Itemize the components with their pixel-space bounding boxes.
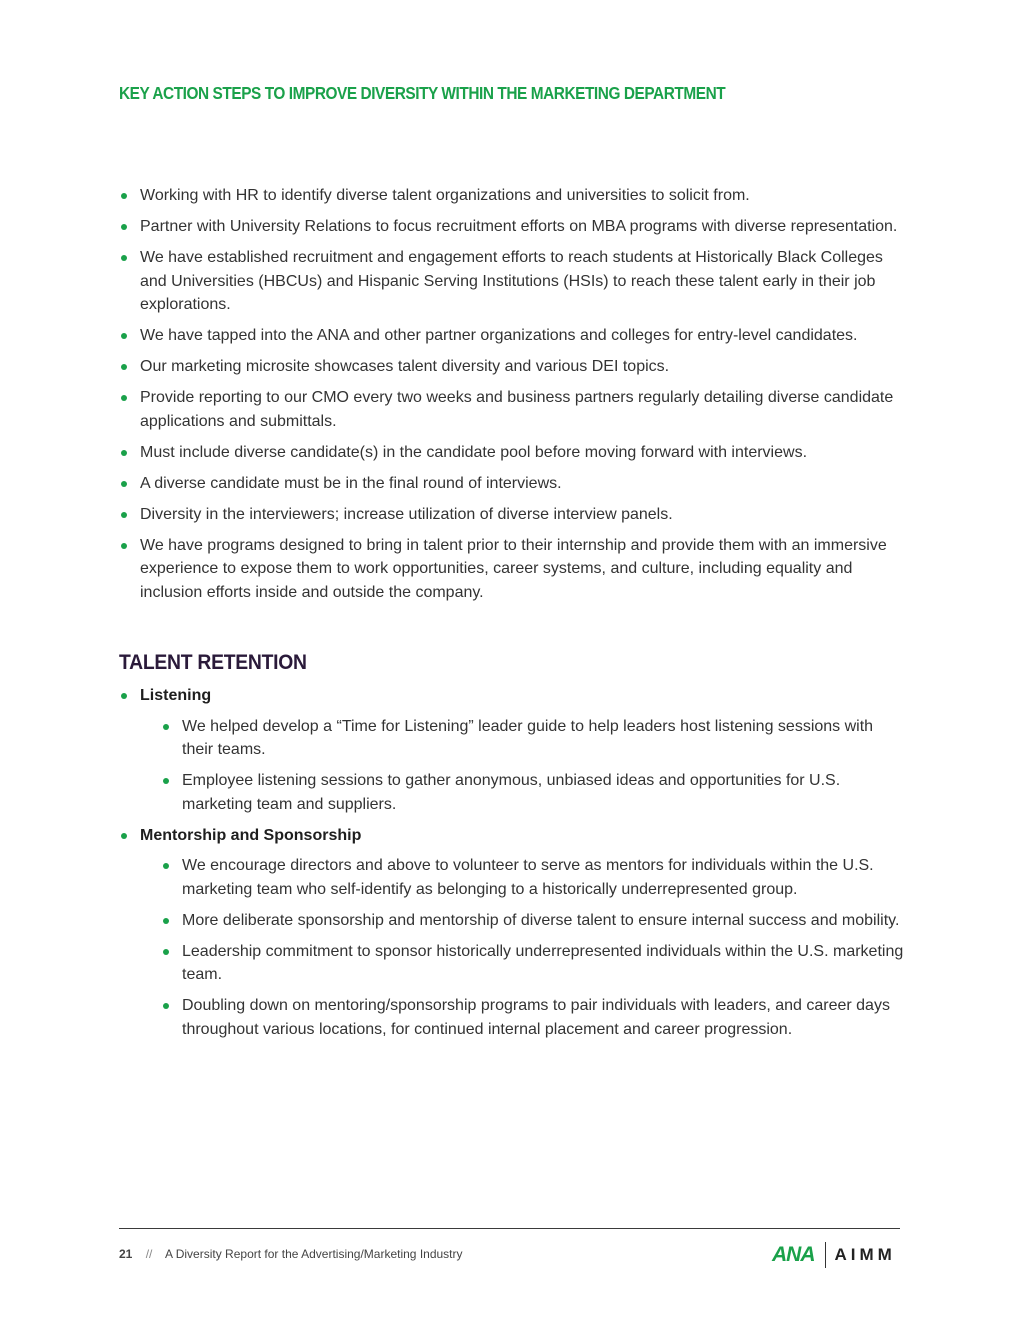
list-item: Leadership commitment to sponsor historically underrepresented individuals within the U.S. marketing team.	[161, 940, 904, 987]
list-item: Doubling down on mentoring/sponsorship programs to pair individuals with leaders, and career days throughout various locations, for continued internal placement and career progression.	[161, 994, 904, 1041]
footer-separator: //	[145, 1247, 153, 1261]
logo-divider	[825, 1242, 826, 1268]
list-item: We have programs designed to bring in talent prior to their internship and provide them with an immersive experience to expose them to work opportunities, career systems, and culture, including equality and inclusion efforts inside and outside the company.	[119, 534, 904, 605]
retention-group-mentorship	[119, 824, 904, 1042]
list-item: We have established recruitment and engagement efforts to reach students at Historically Black Colleges and Universities (HBCUs) and Hispanic Serving Institutions (HSIs) to reach these talent early in their job explorations.	[119, 246, 904, 317]
talent-retention-heading: TALENT RETENTION	[119, 650, 307, 674]
listening-sublist	[161, 715, 904, 817]
list-item: Must include diverse candidate(s) in the candidate pool before moving forward with interviews.	[119, 441, 904, 465]
list-item: Employee listening sessions to gather anonymous, unbiased ideas and opportunities for U.S. marketing team and suppliers.	[161, 769, 904, 816]
list-item: We encourage directors and above to volunteer to serve as mentors for individuals within the U.S. marketing team who self-identify as belonging to a historically underrepresented group.	[161, 854, 904, 901]
ana-logo: ANA	[772, 1243, 815, 1266]
retention-list	[119, 684, 904, 1041]
retention-group-listening	[119, 684, 904, 816]
list-item: Provide reporting to our CMO every two weeks and business partners regularly detailing diverse candidate applications and submittals.	[119, 386, 904, 433]
list-item: Our marketing microsite showcases talent diversity and various DEI topics.	[119, 355, 904, 379]
aimm-logo: AIMM	[834, 1245, 896, 1264]
list-item: We helped develop a “Time for Listening” leader guide to help leaders host listening sessions with their teams.	[161, 715, 904, 762]
list-item: A diverse candidate must be in the final round of interviews.	[119, 472, 904, 496]
page-number: 21	[119, 1247, 133, 1261]
page-title: KEY ACTION STEPS TO IMPROVE DIVERSITY WITHIN THE MARKETING DEPARTMENT	[119, 83, 726, 103]
list-item: More deliberate sponsorship and mentorship of diverse talent to ensure internal success and mobility.	[161, 909, 904, 933]
group-label: Listening	[140, 687, 212, 704]
list-item: Working with HR to identify diverse talent organizations and universities to solicit from.	[119, 184, 904, 208]
footer	[119, 1247, 463, 1261]
main-content	[119, 184, 904, 1049]
mentorship-sublist	[161, 854, 904, 1041]
ana-aimm-logo	[772, 1240, 896, 1270]
list-item: Partner with University Relations to focus recruitment efforts on MBA programs with diverse representation.	[119, 215, 904, 239]
list-item: Diversity in the interviewers; increase utilization of diverse interview panels.	[119, 503, 904, 527]
report-title: A Diversity Report for the Advertising/Marketing Industry	[165, 1247, 463, 1261]
group-label: Mentorship and Sponsorship	[140, 826, 362, 844]
action-steps-list	[119, 184, 904, 604]
list-item: We have tapped into the ANA and other partner organizations and colleges for entry-level candidates.	[119, 324, 904, 348]
footer-divider	[119, 1228, 900, 1229]
